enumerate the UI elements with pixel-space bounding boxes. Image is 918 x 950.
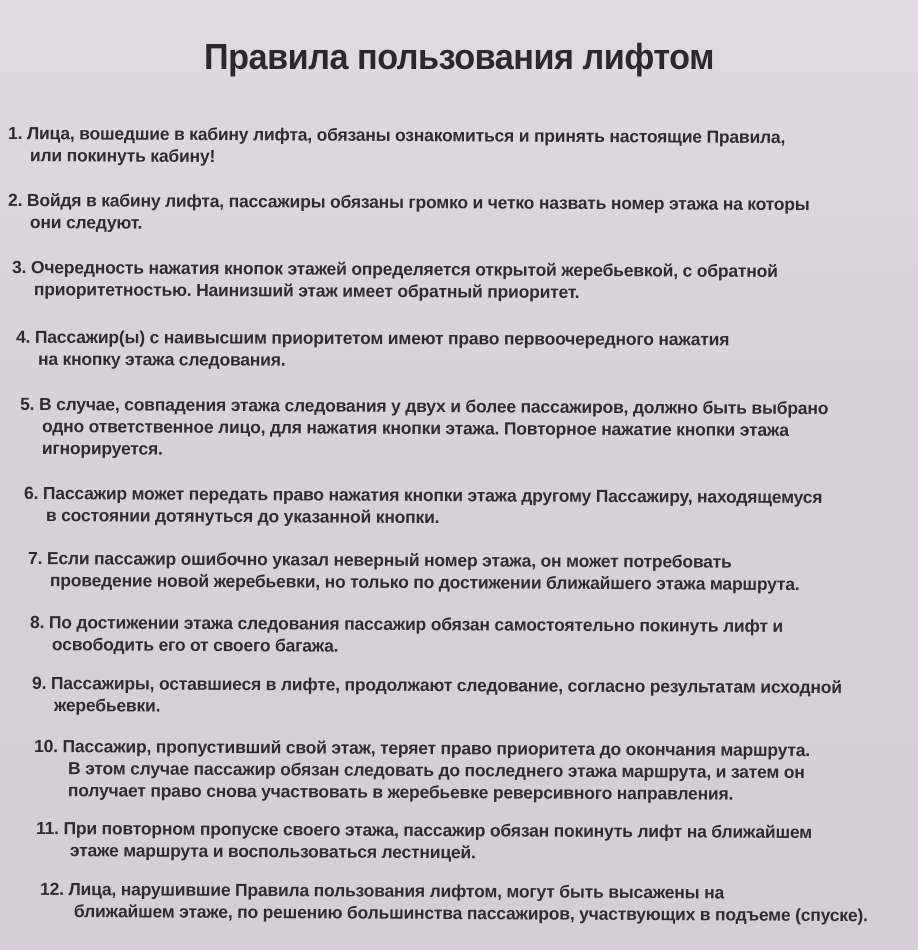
rule-number: 3. (12, 256, 27, 278)
rule-8 (30, 611, 783, 659)
notice-title: Правила пользования лифтом (204, 36, 714, 77)
rule-10 (34, 735, 810, 805)
rule-5 (20, 393, 828, 463)
rule-text-line: одно ответственное лицо, для нажатия кнопки этажа. Повторное нажатие кнопки этажа (41, 415, 789, 440)
rule-number: 4. (16, 326, 31, 347)
rule-6 (24, 482, 822, 530)
rule-text-line: Пассажир(ы) с наивысшим приоритетом имеют право первоочередного нажатия (34, 326, 730, 350)
rule-number: 2. (8, 189, 23, 210)
rule-text-line: проведение новой жеребьевки, но только по достижении ближайшего этажа маршрута. (49, 570, 800, 595)
rule-text-line: Пассажир может передать право нажатия кнопки этажа другому Пассажиру, находящемуся (42, 483, 823, 508)
rule-text-line: приоритетностью. Наинизший этаж имеет обратный приоритет. (33, 279, 580, 302)
rule-text-line: они следуют. (29, 212, 143, 233)
rule-1 (8, 122, 785, 170)
rule-3 (12, 256, 778, 304)
rule-text-line: Очередность нажатия кнопок этажей определяется открытой жеребьевкой, с обратной (30, 257, 778, 282)
rule-text-line: этаже маршрута и воспользоваться лестницей. (69, 840, 476, 863)
rule-text-line: получает право снова участвовать в жеребьевке реверсивного направления. (67, 780, 734, 804)
rule-12 (40, 878, 868, 926)
rule-number: 9. (32, 672, 47, 693)
rule-text-line: ближайшем этаже, по решению большинства пассажиров, участвующих в подъеме (спуске). (73, 901, 868, 926)
rule-text-line: Лица, вошедшие в кабину лифта, обязаны ознакомиться и принять настоящие Правила, (26, 123, 786, 148)
rule-text-line: При повторном пропуске своего этажа, пассажир обязан покинуть лифт на ближайшем (63, 818, 812, 843)
rule-number: 12. (40, 878, 64, 899)
rule-text-line: В случае, совпадения этажа следования у двух и более пассажиров, должно быть выбрано (38, 393, 829, 419)
rule-number: 6. (24, 482, 39, 503)
rule-number: 7. (28, 547, 43, 569)
rule-text-line: освободить его от своего багажа. (51, 634, 339, 656)
rule-text-line: игнорируется. (41, 437, 163, 459)
rule-number: 10. (34, 735, 58, 757)
rule-text-line: Пассажир, пропустивший свой этаж, теряет право приоритета до окончания маршрута. (62, 736, 811, 761)
rule-text-line: Пассажиры, оставшиеся в лифте, продолжают следование, согласно результатам исходной (50, 672, 842, 698)
rule-2 (8, 189, 810, 237)
rule-number: 5. (20, 393, 35, 414)
rule-number: 11. (36, 817, 59, 839)
rule-text-line: По достижении этажа следования пассажир обязан самостоятельно покинуть лифт и (48, 612, 784, 636)
rule-text-line: В этом случае пассажир обязан следовать до последнего этажа маршрута, и затем он (67, 758, 805, 783)
rule-text-line: или покинуть кабину! (29, 145, 216, 167)
rule-number: 8. (30, 612, 45, 633)
rule-text-line: на кнопку этажа следования. (37, 348, 286, 370)
rule-4 (16, 326, 729, 372)
rule-9 (32, 672, 842, 720)
rule-text-line: Лица, нарушившие Правила пользования лифтом, могут быть высажены на (68, 878, 725, 903)
rule-7 (28, 547, 800, 595)
rule-text-line: Войдя в кабину лифта, пассажиры обязаны громко и четко назвать номер этажа на которы (26, 190, 810, 215)
rule-11 (36, 817, 812, 865)
rule-number: 1. (8, 122, 23, 144)
rule-text-line: жеребьевки. (53, 694, 161, 716)
rule-text-line: в состоянии дотянуться до указанной кнопки. (45, 505, 440, 528)
rule-text-line: Если пассажир ошибочно указал неверный номер этажа, он может потребовать (46, 548, 732, 572)
